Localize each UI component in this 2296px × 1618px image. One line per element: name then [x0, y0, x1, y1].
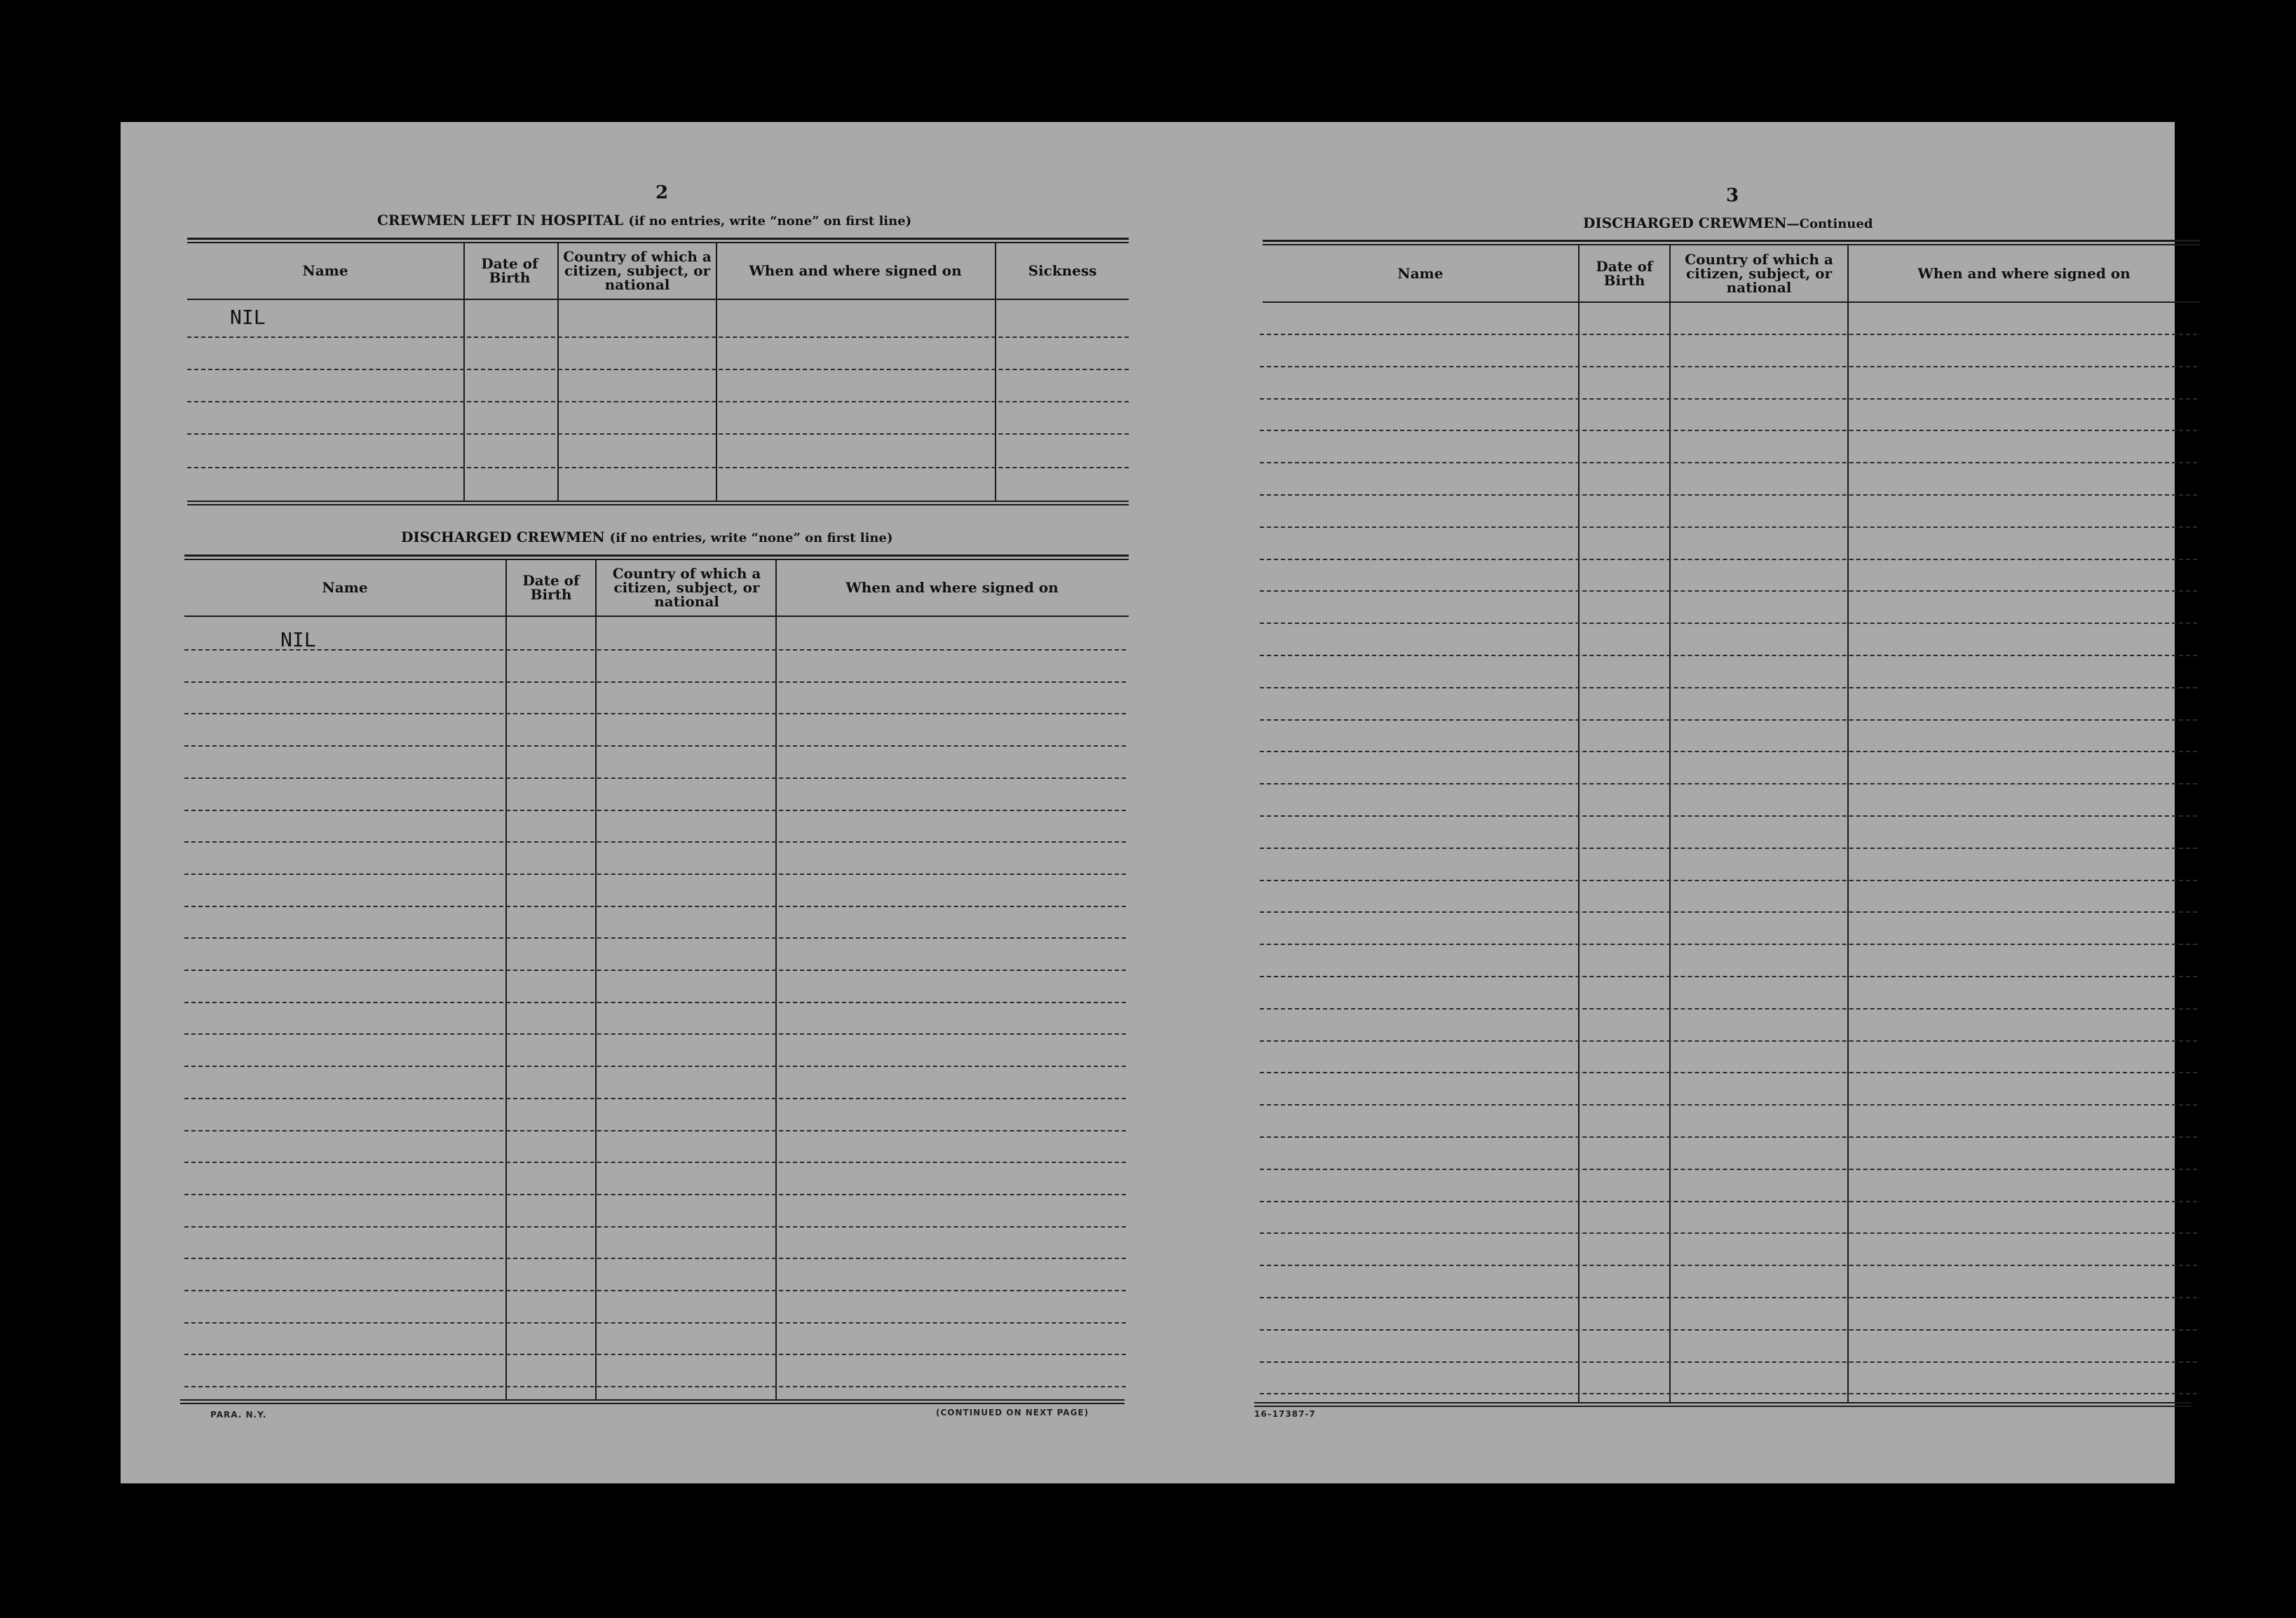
- right-row-line: [1260, 462, 2197, 463]
- right-row-line: [1260, 751, 2197, 752]
- discharged-first-entry: NIL: [280, 628, 316, 651]
- right-row-line: [1260, 1265, 2197, 1266]
- right-header-country: Country of which a citizen, subject, or national: [1685, 251, 1833, 296]
- right-row-line: [1260, 880, 2197, 881]
- right-row-line: [1260, 1040, 2197, 1042]
- discharged-row-line: [184, 937, 1126, 939]
- right-row-line: [1260, 1329, 2197, 1331]
- discharged-row-line: [184, 1322, 1126, 1324]
- right-row-line: [1260, 526, 2197, 528]
- right-row-line: [1260, 1232, 2197, 1234]
- hospital-row-line: [187, 433, 1129, 435]
- discharged-bottom-rule-2: [180, 1403, 1125, 1404]
- hospital-header-country: Country of which a citizen, subject, or national: [563, 248, 712, 293]
- left-page-number: 2: [655, 182, 669, 203]
- discharged-row-line: [184, 649, 1126, 651]
- discharged-col-divider: [505, 559, 507, 1399]
- right-row-line: [1260, 1297, 2197, 1298]
- discharged-col-divider: [775, 559, 777, 1399]
- discharged-title-note: (if no entries, write “none” on first line): [609, 531, 893, 545]
- discharged-row-line: [184, 1226, 1126, 1228]
- left-footer-printer: PARA. N.Y.: [210, 1410, 267, 1420]
- discharged-row-line: [184, 745, 1126, 747]
- discharged-header-country: Country of which a citizen, subject, or national: [612, 565, 761, 610]
- discharged-row-line: [184, 1162, 1126, 1163]
- discharged-section-title: [401, 529, 892, 545]
- right-row-line: [1260, 719, 2197, 721]
- discharged-row-line: [184, 713, 1126, 714]
- right-page-number: 3: [1726, 185, 1739, 206]
- right-header-dob: Date of Birth: [1596, 258, 1653, 289]
- right-footer-form-number: 16–17387-7: [1254, 1409, 1316, 1419]
- right-bottom-rule: [1254, 1402, 2192, 1403]
- right-row-line: [1260, 944, 2197, 945]
- left-footer-continued: (CONTINUED ON NEXT PAGE): [936, 1408, 1089, 1418]
- right-title-text: DISCHARGED CREWMEN: [1583, 215, 1787, 231]
- hospital-col-divider: [557, 243, 559, 501]
- right-section-title: [1583, 215, 1873, 231]
- hospital-row-line: [187, 336, 1129, 338]
- hospital-bottom-rule-2: [187, 504, 1129, 505]
- hospital-top-rule: [187, 238, 1129, 240]
- discharged-row-line: [184, 810, 1126, 811]
- right-row-line: [1260, 398, 2197, 400]
- right-row-line: [1260, 687, 2197, 688]
- discharged-row-line: [184, 1066, 1126, 1067]
- discharged-title-text: DISCHARGED CREWMEN: [401, 529, 605, 545]
- discharged-row-line: [184, 906, 1126, 907]
- right-row-line: [1260, 430, 2197, 431]
- right-row-line: [1260, 366, 2197, 367]
- right-row-line: [1260, 1136, 2197, 1138]
- hospital-row-line: [187, 467, 1129, 468]
- discharged-row-line: [184, 1290, 1126, 1291]
- discharged-row-line: [184, 1258, 1126, 1259]
- hospital-col-divider: [463, 243, 465, 501]
- right-row-line: [1260, 911, 2197, 913]
- discharged-row-line: [184, 1033, 1126, 1035]
- right-col-divider: [1847, 245, 1849, 1402]
- right-row-line: [1260, 559, 2197, 560]
- discharged-row-line: [184, 1386, 1126, 1387]
- discharged-row-line: [184, 1194, 1126, 1195]
- right-row-line: [1260, 976, 2197, 977]
- hospital-title-text: CREWMEN LEFT IN HOSPITAL: [377, 212, 624, 229]
- hospital-header-name: Name: [302, 262, 348, 279]
- hospital-header-sickness: Sickness: [1028, 262, 1097, 279]
- right-row-line: [1260, 1393, 2197, 1394]
- right-row-line: [1260, 590, 2197, 592]
- right-row-line: [1260, 1201, 2197, 1202]
- right-col-divider: [1669, 245, 1671, 1402]
- discharged-header-dob: Date of Birth: [522, 572, 580, 603]
- right-row-line: [1260, 334, 2197, 335]
- discharged-row-line: [184, 841, 1126, 843]
- right-row-line: [1260, 1104, 2197, 1106]
- hospital-first-entry: NIL: [230, 306, 266, 329]
- right-row-line: [1260, 494, 2197, 496]
- right-row-line: [1260, 1072, 2197, 1073]
- right-top-rule: [1263, 240, 2200, 242]
- discharged-header-name: Name: [322, 579, 368, 596]
- right-row-line: [1260, 1169, 2197, 1170]
- right-row-line: [1260, 848, 2197, 849]
- hospital-header-rule: [187, 299, 1129, 300]
- discharged-row-line: [184, 1002, 1126, 1003]
- hospital-header-signed-on: When and where signed on: [749, 262, 962, 279]
- discharged-top-rule: [184, 555, 1129, 557]
- discharged-header-signed-on: When and where signed on: [845, 579, 1059, 596]
- hospital-row-line: [187, 401, 1129, 402]
- right-header-rule: [1263, 301, 2200, 303]
- right-title-suffix: —Continued: [1786, 217, 1873, 231]
- discharged-row-line: [184, 970, 1126, 971]
- right-row-line: [1260, 623, 2197, 624]
- hospital-bottom-rule: [187, 501, 1129, 502]
- discharged-row-line: [184, 1130, 1126, 1131]
- discharged-col-divider: [595, 559, 597, 1399]
- hospital-header-dob: Date of Birth: [481, 255, 538, 286]
- discharged-row-line: [184, 681, 1126, 683]
- right-row-line: [1260, 783, 2197, 784]
- discharged-row-line: [184, 873, 1126, 875]
- discharged-header-rule: [184, 616, 1129, 617]
- discharged-row-line: [184, 777, 1126, 779]
- discharged-bottom-rule: [180, 1399, 1125, 1401]
- discharged-row-line: [184, 1354, 1126, 1355]
- right-row-line: [1260, 1008, 2197, 1009]
- discharged-row-line: [184, 1098, 1126, 1099]
- right-col-divider: [1578, 245, 1580, 1402]
- hospital-row-line: [187, 369, 1129, 370]
- right-row-line: [1260, 1361, 2197, 1363]
- right-header-signed-on: When and where signed on: [1917, 265, 2131, 282]
- right-header-name: Name: [1397, 265, 1444, 282]
- right-row-line: [1260, 655, 2197, 656]
- right-row-line: [1260, 815, 2197, 817]
- right-bottom-rule-2: [1254, 1406, 2192, 1407]
- hospital-title-note: (if no entries, write “none” on first line): [628, 214, 912, 229]
- hospital-section-title: [377, 212, 911, 229]
- document-sheet: [121, 122, 2175, 1483]
